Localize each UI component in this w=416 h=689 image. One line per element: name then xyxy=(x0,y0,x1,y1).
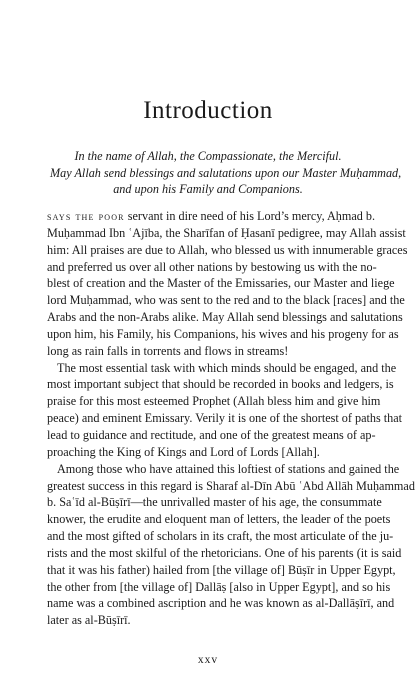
text-line: later as al-Būṣīrī. xyxy=(47,613,131,628)
paragraph-3 xyxy=(47,461,415,629)
invocation-line: May Allah send blessings and salutations upon our Master Muḥammad, xyxy=(50,165,402,180)
text-line: Arabs and the non-Arabs alike. May Allah send blessings and salutations xyxy=(47,310,403,325)
text-line: the other from [the village of] Dallāṣ [also in Upper Egypt], and so his xyxy=(47,579,391,594)
text-line: praise for this most esteemed Prophet (Allah bless him and give him xyxy=(47,394,381,409)
invocation xyxy=(50,148,402,198)
text-line: blest of creation and the Master of the Emissaries, our Master and liege xyxy=(47,276,395,291)
text-line: lead to guidance and rectitude, and one of the greatest means of ap- xyxy=(47,427,376,442)
text-line: knower, the erudite and eloquent man of letters, the leader of the poets xyxy=(47,512,391,527)
text-line: most important subject that should be recorded in books and ledgers, is xyxy=(47,377,394,392)
text-line: and the most gifted of scholars in its craft, the most articulate of the ju- xyxy=(47,529,394,544)
text-line: proaching the King of Kings and Lord of Lords [Allah]. xyxy=(47,444,320,459)
text-line: peace) and eminent Emissary. Verily it is one of the shortest of paths that xyxy=(47,411,403,426)
paragraph-2 xyxy=(47,360,403,461)
chapter-title: Introduction xyxy=(143,97,273,124)
text-line: upon him, his Family, his Companions, his wives and his progeny for as xyxy=(47,326,399,341)
text-line: lord Muḥammad, who was sent to the red and to the black [races] and the xyxy=(47,293,405,308)
invocation-line: In the name of Allah, the Compassionate, the Merciful. xyxy=(74,149,342,163)
page-number: xxv xyxy=(197,654,219,666)
text-line: name was a combined ascription and he was known as al-Dallāṣīrī, and xyxy=(47,596,395,611)
invocation-line: and upon his Family and Companions. xyxy=(113,182,303,197)
text-line: him: All praises are due to Allah, who blessed us with innumerable graces xyxy=(47,242,408,257)
body-text xyxy=(47,208,415,629)
paragraph-1 xyxy=(47,208,408,360)
text-line: that it was his father) hailed from [the village of] Būṣīr in Upper Egypt, xyxy=(47,562,396,577)
text-line: Among those who have attained this loftiest of stations and gained the xyxy=(57,461,400,476)
text-line: The most essential task with which minds should be engaged, and the xyxy=(57,360,397,375)
text-line: servant in dire need of his Lord’s mercy, Aḥmad b. xyxy=(124,209,376,223)
text-line: rists and the most skilful of the rhetoricians. One of his parents (it is said xyxy=(47,545,402,560)
text-line: and preferred us over all other nations by bestowing us with the no- xyxy=(47,259,377,274)
opening-small-caps: says the poor xyxy=(47,211,125,223)
text-line: b. Saʿīd al-Būṣīrī—the unrivalled master of his age, the consummate xyxy=(47,495,382,510)
text-line: long as rain falls in torrents and flows in streams! xyxy=(47,343,289,358)
text-line: greatest success in this regard is Sharaf al-Dīn Abū ʿAbd Allāh Muḥammad xyxy=(47,478,415,493)
text-line: Muḥammad Ibn ʿAjība, the Sharīfan of Ḥasanī pedigree, may Allah assist xyxy=(47,225,406,240)
